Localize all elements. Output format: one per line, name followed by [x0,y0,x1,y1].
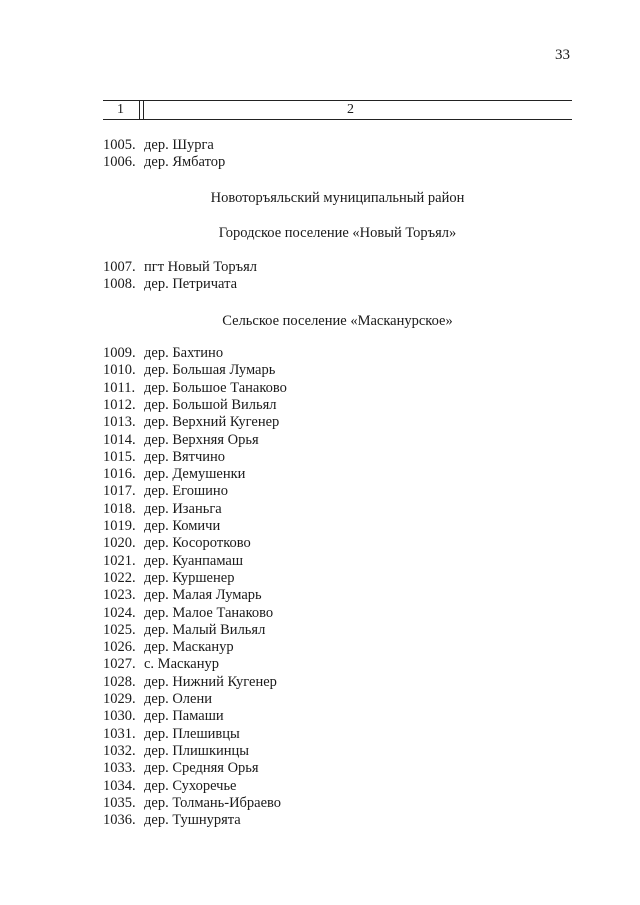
list-item [103,397,277,414]
item-number: 1008. [103,276,136,293]
item-number: 1026. [103,639,136,656]
settlement-name: дер. Егошино [144,483,228,500]
item-number: 1028. [103,673,136,690]
item-number: 1014. [103,431,136,448]
item-number: 1005. [103,137,136,153]
list-item [103,639,234,656]
settlement-name: дер. Большая Лумарь [144,362,276,379]
settlement-name: дер. Ямбатор [144,154,226,171]
item-number: 1017. [103,483,136,500]
list-item [103,587,262,604]
list-item [103,362,275,379]
item-number: 1006. [103,154,136,171]
list-item [103,726,240,743]
settlement-name: дер. Шурга [144,137,214,153]
settlement-name: дер. Плишкинцы [144,742,250,759]
list-item [103,449,225,466]
settlement-name: дер. Малое Танаково [144,604,274,621]
item-number: 1016. [103,466,136,483]
list-item [103,760,259,777]
column-number-2: 2 [347,102,354,117]
settlement-name: дер. Средняя Орья [144,760,259,777]
list-item [103,553,243,570]
list-item [103,535,251,552]
item-number: 1030. [103,708,136,725]
settlement-name: дер. Тушнурята [144,812,241,829]
item-number: 1032. [103,742,136,759]
list-item [103,691,212,708]
settlement-name: дер. Демушенки [144,466,246,483]
list-item [103,276,237,293]
settlement-name: дер. Нижний Кугенер [144,673,277,690]
settlement-heading-novy-toryal: Городское поселение «Новый Торъял» [218,225,457,241]
page-number: 33 [555,47,570,63]
item-number: 1021. [103,552,136,569]
list-item [103,708,224,725]
list-item [103,501,222,518]
settlement-name: дер. Большой Вильял [144,396,277,413]
item-number: 1012. [103,396,136,413]
settlement-name: дер. Малый Вильял [144,621,266,638]
settlement-name: дер. Толмань-Ибраево [144,794,282,811]
list-item [103,380,287,397]
list-item [103,414,279,431]
settlement-name: дер. Куанпамаш [144,552,244,569]
settlement-name: дер. Памаши [144,708,224,725]
item-number: 1024. [103,604,136,621]
item-number: 1029. [103,691,136,707]
list-item [103,570,234,587]
column-divider [139,101,144,119]
settlement-name: дер. Олени [144,691,212,707]
item-number: 1034. [103,777,136,794]
list-item [103,656,219,673]
table-column-header [103,100,572,120]
settlement-name: дер. Петричата [144,276,238,293]
list-item [103,154,225,171]
item-number: 1010. [103,362,136,379]
settlement-name: дер. Верхняя Орья [144,431,259,448]
item-number: 1009. [103,345,136,361]
district-heading: Новоторъяльский муниципальный район [210,190,465,206]
settlement-name: дер. Бахтино [144,345,224,361]
settlement-name: дер. Верхний Кугенер [144,414,280,431]
list-item [103,605,273,622]
list-item [103,812,241,829]
item-number: 1013. [103,414,136,431]
list-item [103,518,220,535]
settlement-heading-maskanurskoe: Сельское поселение «Масканурское» [222,313,453,329]
list-item [103,259,257,276]
list-item [103,483,228,500]
settlement-name: дер. Комичи [144,518,221,534]
item-number: 1018. [103,500,136,517]
settlement-name: дер. Большое Танаково [144,379,287,396]
list-item [103,345,223,362]
item-number: 1019. [103,518,136,534]
item-number: 1011. [103,379,136,396]
item-number: 1035. [103,794,136,811]
settlement-name: дер. Сухоречье [144,777,237,794]
item-number: 1036. [103,812,136,829]
list-item [103,795,281,812]
settlement-name: с. Масканур [144,656,219,673]
item-number: 1022. [103,569,136,586]
item-number: 1033. [103,760,136,777]
list-item [103,432,259,449]
item-number: 1027. [103,656,136,673]
list-item [103,778,237,795]
column-number-1: 1 [117,102,124,117]
item-number: 1015. [103,448,136,465]
item-number: 1020. [103,535,136,552]
item-number: 1023. [103,587,136,604]
settlement-name: дер. Масканур [144,639,234,656]
settlement-name: дер. Вятчино [144,448,226,465]
list-item [103,622,265,639]
item-number: 1025. [103,621,136,638]
list-item [103,743,249,760]
settlement-name: дер. Косоротково [144,535,251,552]
list-item [103,674,277,691]
settlement-name: дер. Малая Лумарь [144,587,262,604]
settlement-name: дер. Плешивцы [144,725,240,742]
list-item [103,137,214,154]
settlement-name: дер. Куршенер [144,569,235,586]
list-item [103,466,245,483]
settlement-name: пгт Новый Торъял [144,259,258,275]
settlement-name: дер. Изаньга [144,500,222,517]
item-number: 1031. [103,725,136,742]
item-number: 1007. [103,259,136,275]
